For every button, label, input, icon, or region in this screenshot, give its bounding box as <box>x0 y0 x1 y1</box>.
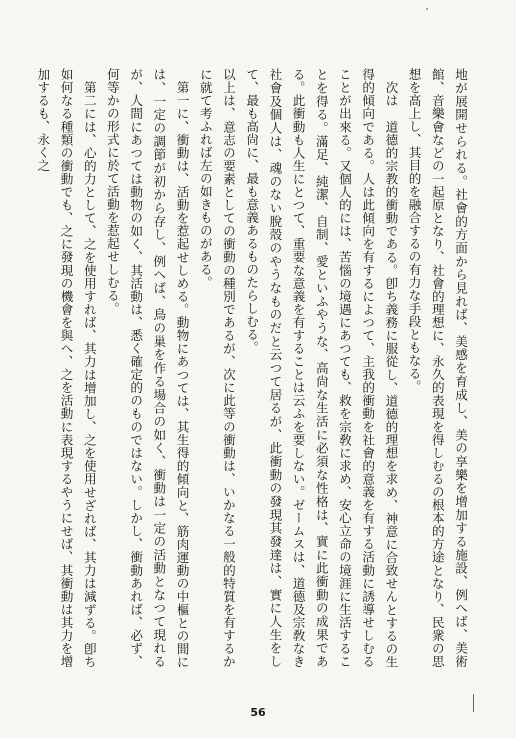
vertical-text-body <box>35 68 472 668</box>
scan-edge-mark <box>473 694 474 712</box>
paragraph-2: 次は 道德的宗教的衝動である。卽ち義務に服從し、道德的理想を求め、神意に合致せんとするの生得的傾向である。人は此傾向を有するによつて、主我的衝動を社會的意義を有する活動に誘導せしむることが出來る。又個人的には、苦惱の境遇にあつても、救を宗敎に求め、安心立命の境涯に生活することを得る。滿足、純潔、自制、愛といふやうな、高尙な生活に必須な性格は、實に此衝動の成果である。此衝動も人生にとつて、重要な意義を有することは云ふを要しない。ゼームスは、道德及宗敎なき社會及個人は、魂のない脫殼のやうなものだと云つて居るが、此衝動の發現其發達は、實に人生をして、最も高尙に、最も意義あるものたらしむる。 <box>244 68 399 668</box>
paragraph-1: 地が展開せられる。社會的方面から見れば、美感を育成し、美の享樂を增加する施設、例へば、美術館、音樂會などの一起原となり、社會的理想に、永久的表現を得しむるの根本的方途となり、民衆の思想を高上し、其目的を融合するの有力な手段ともなる。 <box>406 68 468 668</box>
paragraph-3: 以上は、意志の要素としての衝動の種別であるが、次に此等の衝動は、いかなる一般的特質を有するかに就て考ふれば左の如きものがある。 <box>197 68 236 668</box>
page-number: 56 <box>250 706 266 719</box>
paragraph-4: 第一に、衝動は、活動を惹起せしめる。動物にあつては、其生得的傾向と、筋肉運動の中樞との間には、一定の調節が初から存し、例へば、鳥の巢を作る場合の如く、衝動は一定の活動となつて現れるが、人間にあつては動物の如く、其活動は、悉く確定的のものではない。しかし、衝動あれば、必ず、何等かの形式に於て活動を惹起せしむる。 <box>104 68 190 668</box>
scan-speck <box>426 8 428 10</box>
paragraph-5: 第二には、心的力として、之を使用すれば、其力は增加し、之を使用せざれば、其力は減ずる。卽ち如何なる種類の衝動でも、之に發現の機會を與へ、之を活動に表現するやうにせば、其衝動は其力を增加するも、永く之 <box>35 68 97 668</box>
